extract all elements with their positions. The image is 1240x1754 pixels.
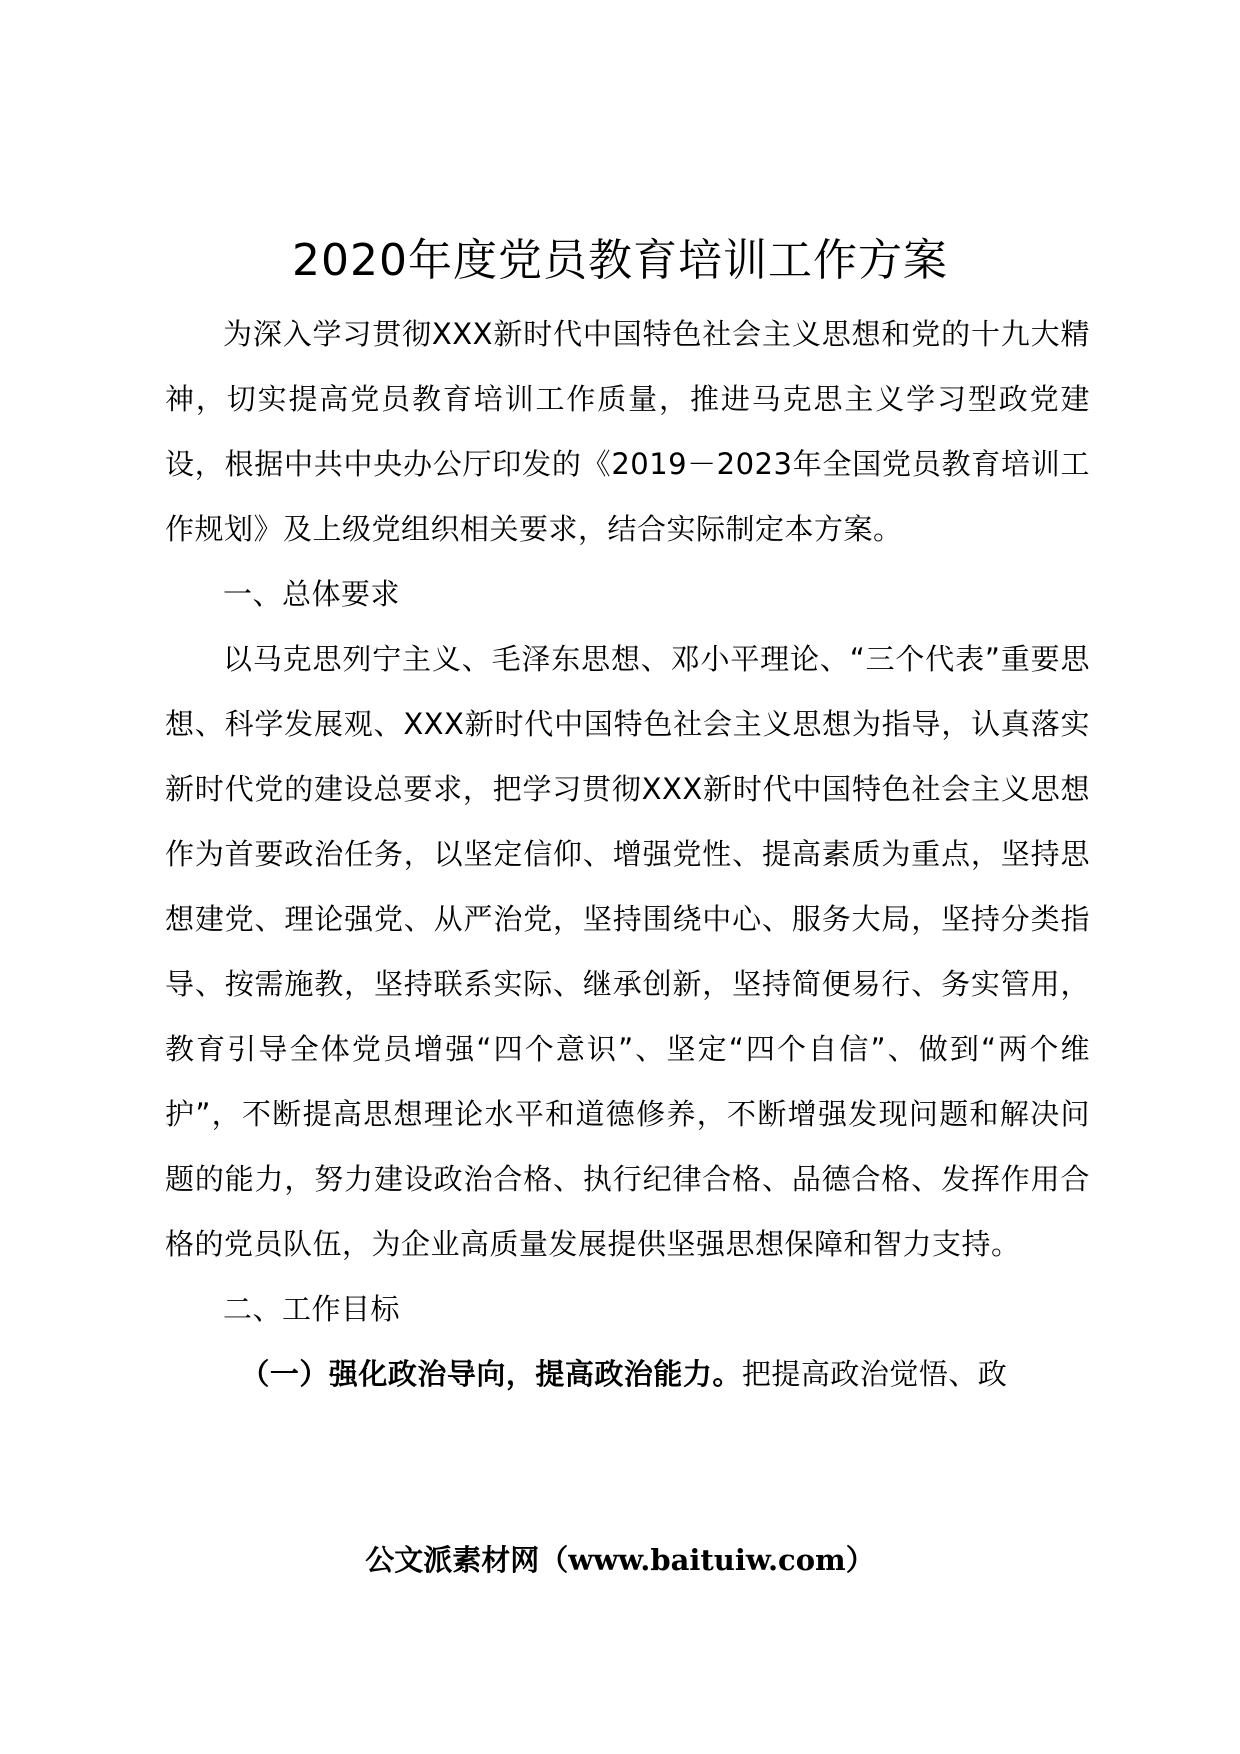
section-heading-work-goals: 二、工作目标 xyxy=(223,1292,401,1326)
document-title: 2020年度党员教育培训工作方案 xyxy=(292,235,948,286)
general-requirements-paragraph: 以马克思列宁主义、毛泽东思想、邓小平理论、“三个代表”重要思想、科学发展观、XXX新时代中国特色社会主义思想为指导，认真落实新时代党的建设总要求，把学习贯彻XXX新时代中国特色社会主义思想作为首要政治任务，以坚定信仰、增强党性、提高素质为重点，坚持思想建党、理论强党、从严治党，坚持围绕中心、服务大局，坚持分类指导、按需施教，坚持联系实际、继承创新，坚持简便易行、务实管用，教育引导全体党员增强“四个意识”、坚定“四个自信”、做到“两个维护”，不断提高思想理论水平和道德修养，不断增强发现问题和解决问题的能力，努力建设政治合格、执行纪律合格、品德合格、发挥作用合格的党员队伍，为企业高质量发展提供坚强思想保障和智力支持。 xyxy=(165,642,1090,1261)
section-heading-general-requirements: 一、总体要求 xyxy=(223,577,401,611)
intro-paragraph: 为深入学习贯彻XXX新时代中国特色社会主义思想和党的十九大精神，切实提高党员教育培训工作质量，推进马克思主义学习型政党建设，根据中共中央办公厅印发的《2019－2023年全国党员教育培训工作规划》及上级党组织相关要求，结合实际制定本方案。 xyxy=(165,317,1090,546)
work-goal-item-1-text: 把提高政治觉悟、政 xyxy=(741,1357,1008,1391)
source-watermark: 公文派素材网（www.baituiw.com） xyxy=(365,1543,875,1577)
document-body xyxy=(165,302,1090,1407)
work-goal-item-1 xyxy=(165,1342,1090,1407)
work-goal-item-1-heading: （一）强化政治导向，提高政治能力。 xyxy=(240,1357,742,1391)
